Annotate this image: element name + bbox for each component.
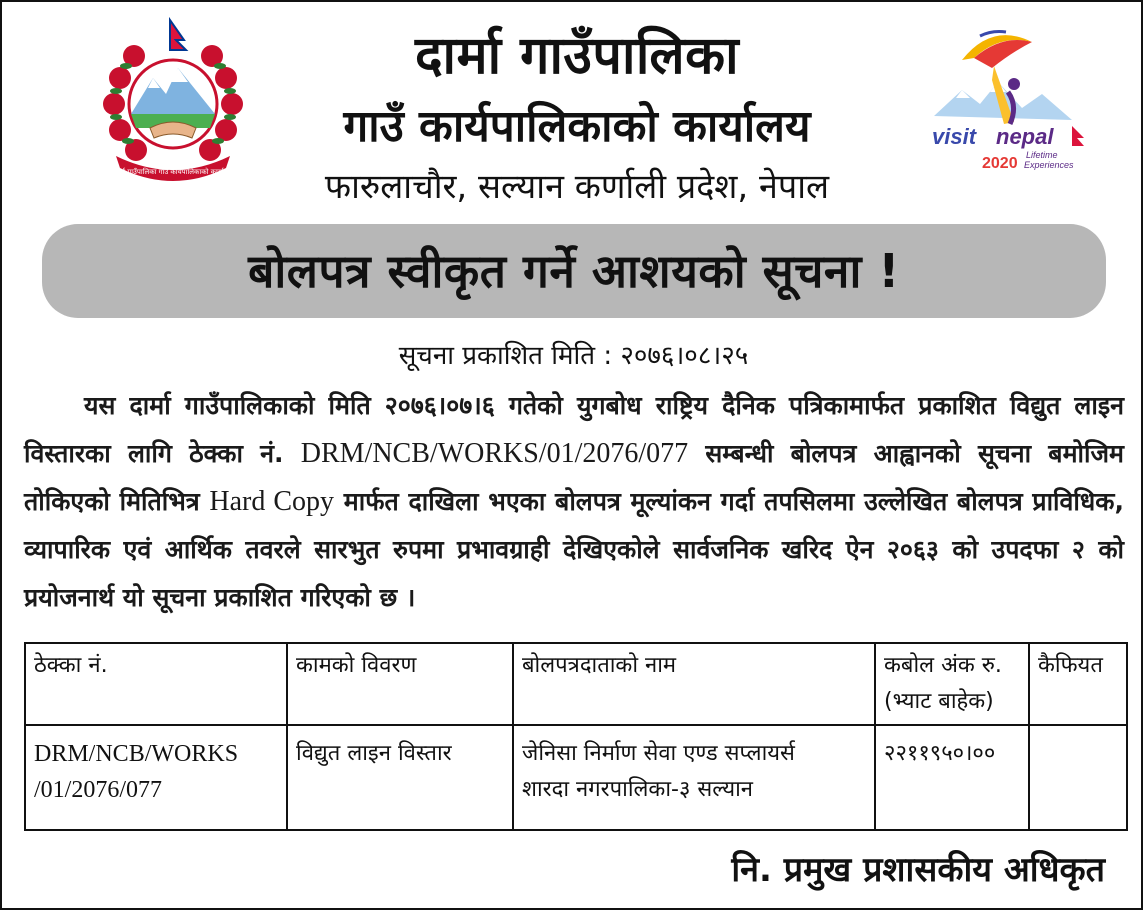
office-address: फारुलाचौर, सल्यान कर्णाली प्रदेश, नेपाल bbox=[324, 167, 830, 207]
lifetime-text: Lifetime bbox=[1026, 150, 1058, 160]
bidder-name: जेनिसा निर्माण सेवा एण्ड सप्लायर्स bbox=[522, 741, 795, 766]
year-text: 2020 bbox=[982, 155, 1018, 172]
bidder-address: शारदा नगरपालिका-३ सल्यान bbox=[522, 777, 753, 802]
body-part-3: मार्फत दाखिला भएका बोलपत्र मूल्यांकन गर्दा तपसिलमा उल्लेखित बोलपत्र प्राविधिक, व्यापारिक एवं आर्थिक तवरले सारभुत रुपमा प्रभावग्राही देखिएकोले सार्वजनिक खरिद ऐन २०६३ को उपदफा २ को प्रयोजनार्थ यो सूचना प्रकाशित गरिएको छ । bbox=[24, 487, 1124, 612]
cell-amount: २२११९५०।०० bbox=[875, 725, 1029, 830]
signature-title: नि. प्रमुख प्रशासकीय अधिकृत bbox=[731, 850, 1105, 890]
visit-nepal-logo-icon bbox=[922, 20, 1097, 180]
body-hard-copy: Hard Copy bbox=[209, 486, 335, 517]
tender-table bbox=[24, 642, 1128, 831]
publication-date-value: २०७६।०८।२५ bbox=[620, 341, 749, 371]
experiences-text: Experiences bbox=[1024, 160, 1074, 170]
header-bidder: बोलपत्रदाताको नाम bbox=[513, 643, 875, 725]
body-contract-no: DRM/NCB/WORKS/01/2076/077 bbox=[300, 438, 689, 469]
notice-title: बोलपत्र स्वीकृत गर्ने आशयको सूचना ! bbox=[248, 244, 900, 298]
table-header-row bbox=[25, 643, 1127, 725]
header-remarks: कैफियत bbox=[1029, 643, 1127, 725]
notice-body bbox=[24, 382, 1124, 622]
office-name: दार्मा गाउँपालिका bbox=[414, 26, 740, 86]
visit-word: visit bbox=[932, 124, 977, 149]
cell-description: विद्युत लाइन विस्तार bbox=[287, 725, 513, 830]
cell-bidder bbox=[513, 725, 875, 830]
cell-remarks bbox=[1029, 725, 1127, 830]
body-part-2: सम्बन्धी बोलपत्र आह्वानको सूचना बमोजिम तोकिएको मितिभित्र bbox=[24, 439, 1124, 516]
publication-date-line bbox=[2, 338, 1143, 374]
nepal-emblem-icon bbox=[98, 16, 248, 186]
publication-date-label: सूचना प्रकाशित मिति : bbox=[398, 341, 613, 371]
body-part-1: यस दार्मा गाउँपालिकाको मिति २०७६।०७।६ गतेको युगबोध राष्ट्रिय दैनिक पत्रिकामार्फत प्रकाशित विद्युत लाइन विस्तारका लागि ठेक्का नं. bbox=[24, 391, 1124, 468]
nepal-word: nepal bbox=[996, 124, 1054, 149]
header-description: कामको विवरण bbox=[287, 643, 513, 725]
header-amount: कबोल अंक रु. (भ्याट बाहेक) bbox=[875, 643, 1029, 725]
cell-contract-no: DRM/NCB/WORKS /01/2076/077 bbox=[25, 725, 287, 830]
office-subtitle: गाउँ कार्यपालिकाको कार्यालय bbox=[343, 101, 811, 152]
header-contract-no: ठेक्का नं. bbox=[25, 643, 287, 725]
notice-banner bbox=[42, 224, 1106, 318]
table-row bbox=[25, 725, 1127, 830]
emblem-ribbon-text: दार्मा गाउँपालिका गाउँ कार्यपालिकाको कार्यालय bbox=[113, 168, 233, 176]
